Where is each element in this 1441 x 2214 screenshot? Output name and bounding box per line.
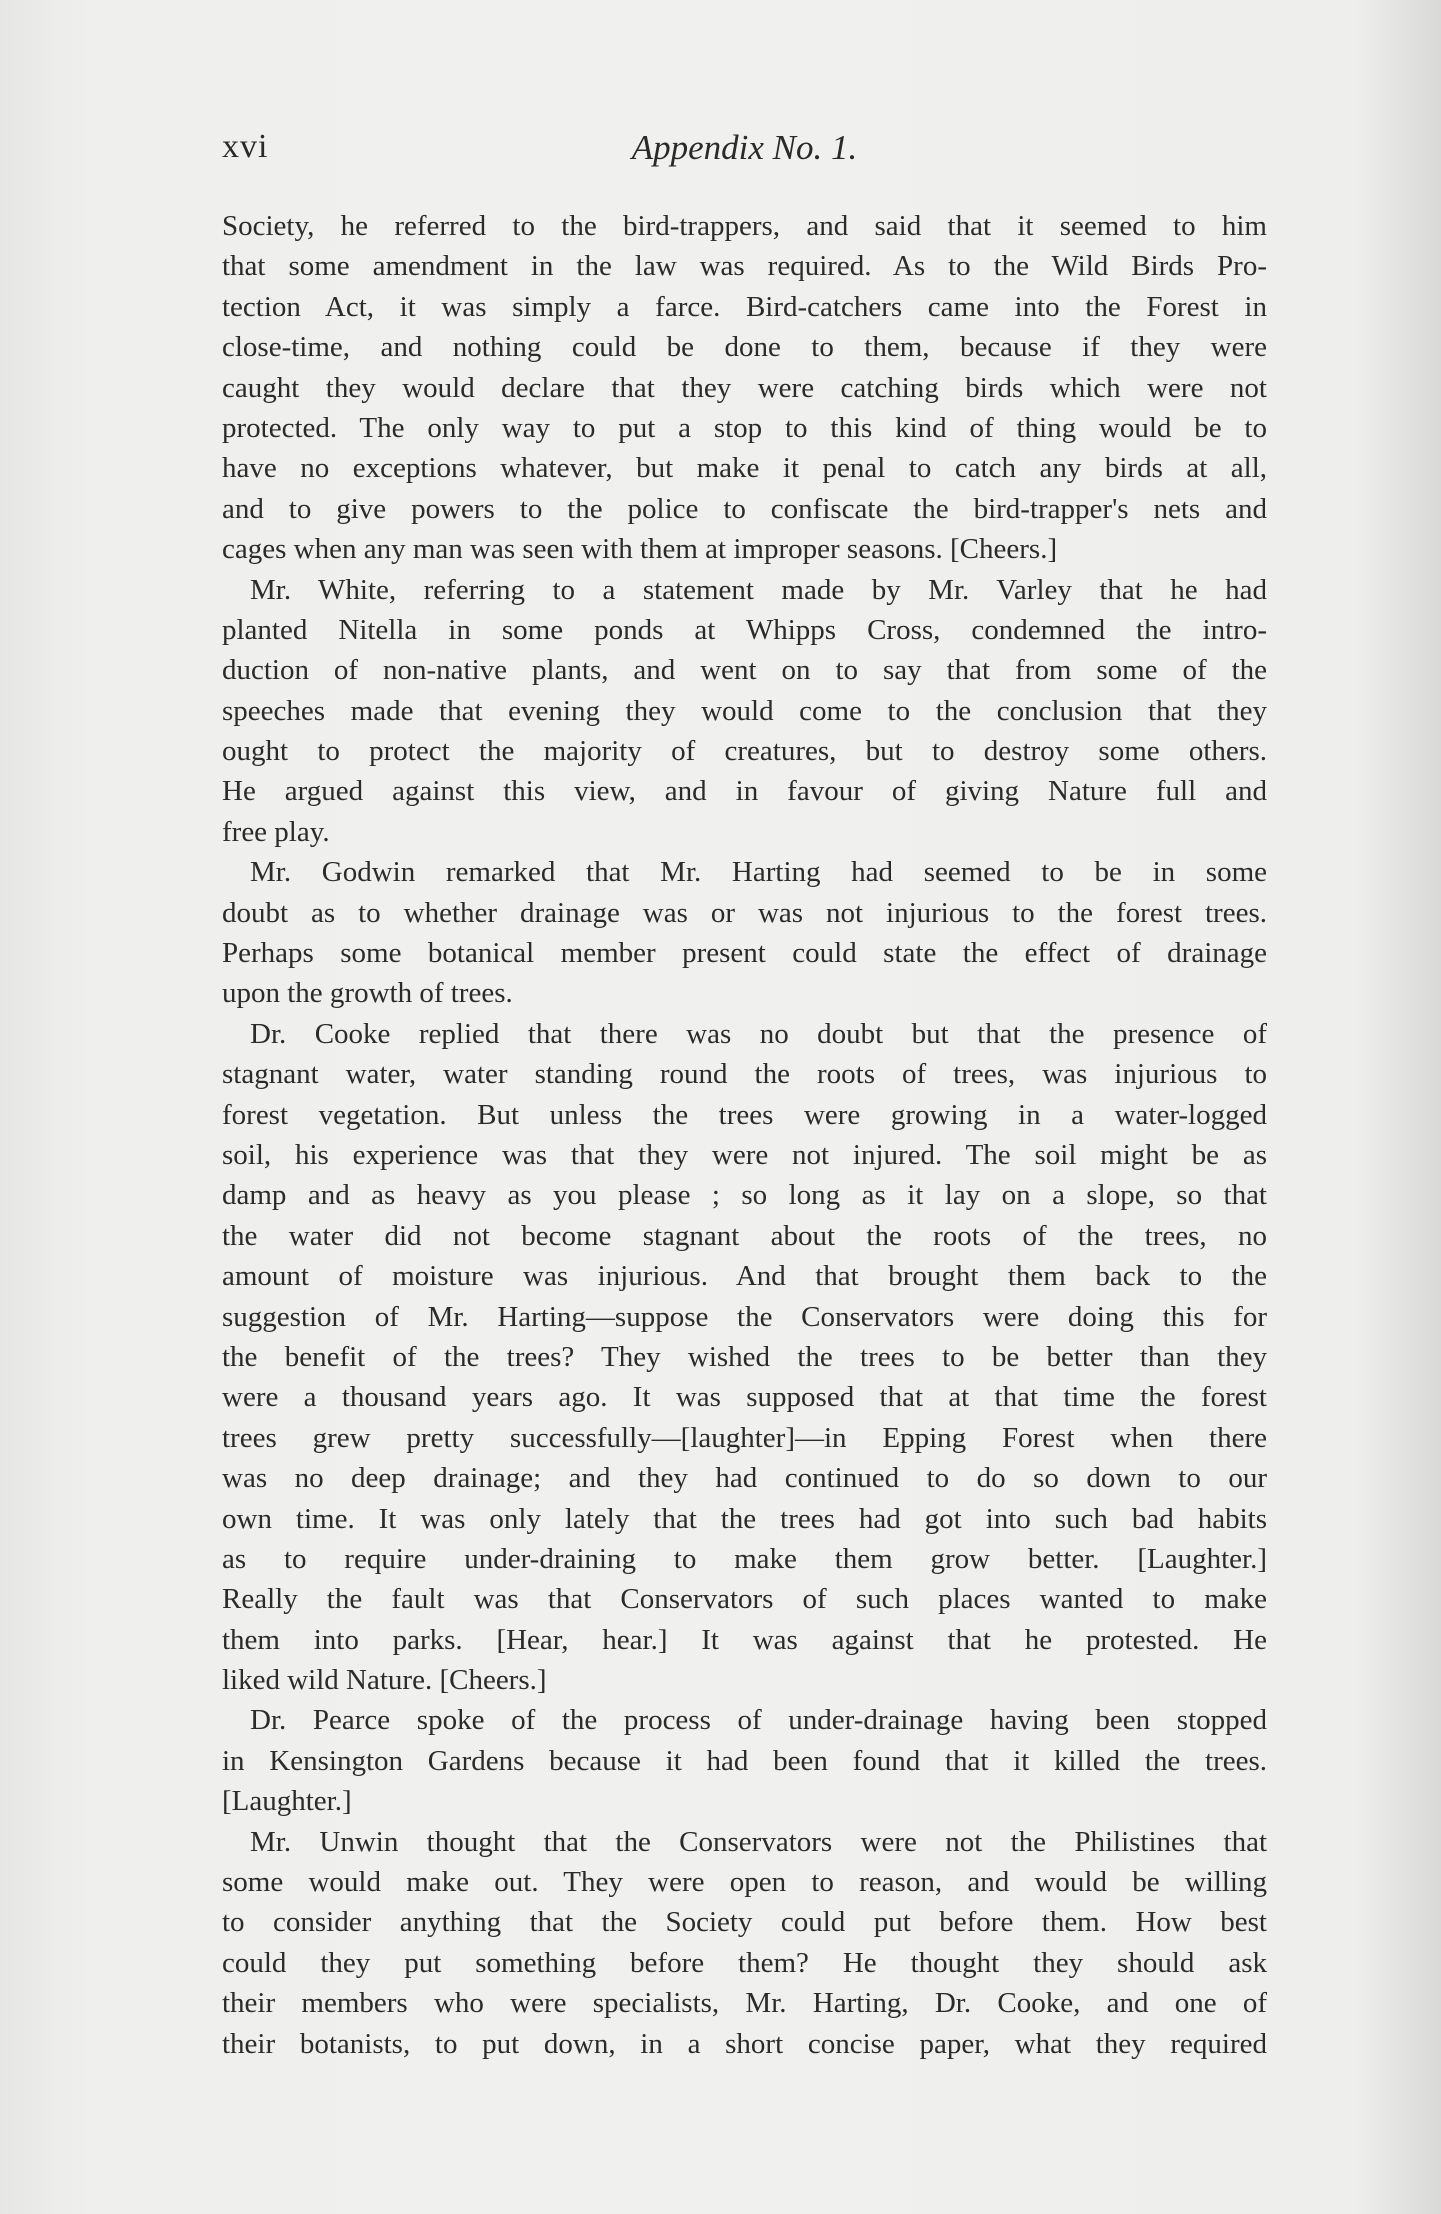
text-line: tection Act, it was simply a farce. Bird-catchers came into the Forest in <box>222 290 1267 323</box>
text-line: damp and as heavy as you please ; so long as it lay on a slope, so that <box>222 1179 1267 1212</box>
text-line: forest vegetation. But unless the trees were growing in a water-logged <box>222 1098 1267 1131</box>
text-line: liked wild Nature. [Cheers.] <box>222 1664 547 1697</box>
body-text <box>222 206 1267 2064</box>
text-line: the water did not become stagnant about the roots of the trees, no <box>222 1219 1267 1252</box>
text-line: close-time, and nothing could be done to them, because if they were <box>222 331 1267 364</box>
text-line: in Kensington Gardens because it had been found that it killed the trees. <box>222 1744 1267 1777</box>
text-line: some would make out. They were open to reason, and would be willing <box>222 1866 1267 1899</box>
text-line: speeches made that evening they would come to the conclusion that they <box>222 694 1267 727</box>
text-line: [Laughter.] <box>222 1785 352 1818</box>
text-line: suggestion of Mr. Harting—suppose the Conservators were doing this for <box>222 1300 1267 1333</box>
text-line: as to require under-draining to make them grow better. [Laughter.] <box>222 1542 1267 1575</box>
text-line: the benefit of the trees? They wished the trees to be better than they <box>222 1340 1267 1373</box>
text-line: Really the fault was that Conservators of such places wanted to make <box>222 1583 1267 1616</box>
text-line: free play. <box>222 815 330 848</box>
text-line: amount of moisture was injurious. And that brought them back to the <box>222 1260 1267 1293</box>
text-line: and to give powers to the police to confiscate the bird-trapper's nets and <box>222 492 1267 525</box>
text-line: stagnant water, water standing round the roots of trees, was injurious to <box>222 1058 1267 1091</box>
text-line: Dr. Pearce spoke of the process of under-drainage having been stopped <box>250 1704 1267 1737</box>
text-line: could they put something before them? He thought they should ask <box>222 1946 1267 1979</box>
text-line: doubt as to whether drainage was or was not injurious to the forest trees. <box>222 896 1267 929</box>
text-line: Mr. Godwin remarked that Mr. Harting had seemed to be in some <box>250 856 1267 889</box>
text-line: ought to protect the majority of creatures, but to destroy some others. <box>222 735 1267 768</box>
text-line: duction of non-native plants, and went on to say that from some of the <box>222 654 1267 687</box>
text-line: Dr. Cooke replied that there was no doubt but that the presence of <box>250 1017 1267 1050</box>
text-line: upon the growth of trees. <box>222 977 513 1010</box>
text-line: cages when any man was seen with them at improper seasons. [Cheers.] <box>222 533 1058 566</box>
page-number: xvi <box>222 128 269 165</box>
text-line: soil, his experience was that they were not injured. The soil might be as <box>222 1138 1267 1171</box>
text-line: He argued against this view, and in favour of giving Nature full and <box>222 775 1267 808</box>
text-line: trees grew pretty successfully—[laughter]—in Epping Forest when there <box>222 1421 1267 1454</box>
text-line: have no exceptions whatever, but make it penal to catch any birds at all, <box>222 452 1267 485</box>
text-line: was no deep drainage; and they had continued to do so down to our <box>222 1462 1267 1495</box>
text-line: own time. It was only lately that the trees had got into such bad habits <box>222 1502 1267 1535</box>
text-line: them into parks. [Hear, hear.] It was against that he protested. He <box>222 1623 1267 1656</box>
text-line: Society, he referred to the bird-trappers, and said that it seemed to him <box>222 210 1267 242</box>
text-line: that some amendment in the law was required. As to the Wild Birds Pro- <box>222 250 1267 283</box>
text-line: Mr. Unwin thought that the Conservators were not the Philistines that <box>250 1825 1267 1858</box>
text-line: were a thousand years ago. It was supposed that at that time the forest <box>222 1381 1267 1414</box>
text-line: to consider anything that the Society could put before them. How best <box>222 1906 1267 1939</box>
text-line: Mr. White, referring to a statement made by Mr. Varley that he had <box>250 573 1267 606</box>
text-line: their botanists, to put down, in a short concise paper, what they required <box>222 2027 1267 2060</box>
text-line: caught they would declare that they were catching birds which were not <box>222 371 1267 404</box>
text-line: their members who were specialists, Mr. Harting, Dr. Cooke, and one of <box>222 1987 1267 2020</box>
running-head: Appendix No. 1. <box>631 128 858 167</box>
text-line: Perhaps some botanical member present could state the effect of drainage <box>222 937 1267 970</box>
page-header <box>222 128 1267 172</box>
text-line: protected. The only way to put a stop to this kind of thing would be to <box>222 411 1267 444</box>
text-line: planted Nitella in some ponds at Whipps Cross, condemned the intro- <box>222 613 1267 646</box>
